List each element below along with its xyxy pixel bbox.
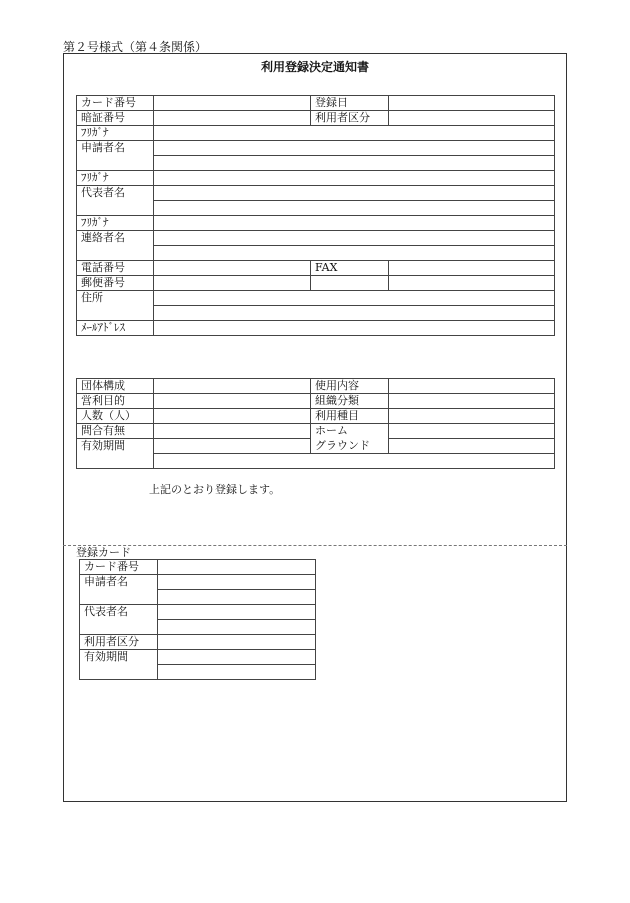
table-row — [80, 560, 316, 575]
home-ground-label-1: ホーム — [311, 424, 389, 439]
representative-name-label: 代表者名 — [80, 605, 158, 635]
applicant-name-field-2 — [158, 590, 316, 605]
fax-field — [389, 261, 555, 276]
user-category-field — [158, 635, 316, 650]
organization-category-field — [389, 394, 555, 409]
headcount-label: 人数（人） — [77, 409, 154, 424]
contact-furigana-label: ﾌﾘｶﾞﾅ — [77, 216, 154, 231]
commercial-purpose-label: 営利目的 — [77, 394, 154, 409]
user-category-field — [389, 111, 555, 126]
postal-code-label: 郵便番号 — [77, 276, 154, 291]
table-row — [80, 575, 316, 590]
table-row — [77, 186, 555, 201]
contact-furigana-field — [154, 216, 555, 231]
postal-code-spacer — [311, 276, 389, 291]
table-row — [77, 321, 555, 336]
table-row — [77, 424, 555, 439]
phone-field — [154, 261, 311, 276]
table-row — [77, 276, 555, 291]
table-row — [77, 111, 555, 126]
card-number-field — [154, 96, 311, 111]
address-field-2 — [154, 306, 555, 321]
email-field — [154, 321, 555, 336]
usage-type-field — [389, 409, 555, 424]
address-field — [154, 291, 555, 306]
phone-label: 電話番号 — [77, 261, 154, 276]
postal-code-field-2 — [389, 276, 555, 291]
registration-card-table — [79, 559, 316, 680]
applicant-name-field-2 — [154, 156, 555, 171]
applicant-name-label: 申請者名 — [80, 575, 158, 605]
registration-date-label: 登録日 — [311, 96, 389, 111]
table-row — [77, 171, 555, 186]
validity-period-field-2 — [158, 665, 316, 680]
applicant-furigana-field — [154, 126, 555, 141]
representative-name-field-2 — [154, 201, 555, 216]
inquiry-label: 問合有無 — [77, 424, 154, 439]
cut-line — [63, 545, 567, 546]
applicant-name-field — [154, 141, 555, 156]
applicant-name-label: 申請者名 — [77, 141, 154, 171]
table-row — [77, 379, 555, 394]
confirmation-text: 上記のとおり登録します。 — [149, 483, 281, 496]
table-row — [77, 141, 555, 156]
usage-type-label: 利用種目 — [311, 409, 389, 424]
table-row — [77, 394, 555, 409]
registration-date-field — [389, 96, 555, 111]
contact-name-field — [154, 231, 555, 246]
fax-label: FAX — [311, 261, 389, 276]
representative-name-field — [154, 186, 555, 201]
representative-furigana-field — [154, 171, 555, 186]
table-row — [77, 409, 555, 424]
address-label: 住所 — [77, 291, 154, 321]
representative-furigana-label: ﾌﾘｶﾞﾅ — [77, 171, 154, 186]
home-ground-field — [389, 424, 555, 439]
validity-period-label: 有効期間 — [80, 650, 158, 680]
validity-period-field — [154, 439, 311, 454]
table-row — [77, 439, 555, 454]
representative-name-field-2 — [158, 620, 316, 635]
table-row — [80, 605, 316, 620]
contact-name-field-2 — [154, 246, 555, 261]
home-ground-field-2 — [389, 439, 555, 454]
applicant-table — [76, 95, 555, 336]
table-row — [77, 126, 555, 141]
validity-period-field — [158, 650, 316, 665]
table-row — [77, 96, 555, 111]
inquiry-field — [154, 424, 311, 439]
validity-period-field-2 — [154, 454, 555, 469]
form-number: 第２号様式（第４条関係） — [63, 40, 208, 54]
representative-name-label: 代表者名 — [77, 186, 154, 216]
user-category-label: 利用者区分 — [311, 111, 389, 126]
usage-content-label: 使用内容 — [311, 379, 389, 394]
pin-number-label: 暗証番号 — [77, 111, 154, 126]
contact-name-label: 連絡者名 — [77, 231, 154, 261]
applicant-furigana-label: ﾌﾘｶﾞﾅ — [77, 126, 154, 141]
validity-period-label: 有効期間 — [77, 439, 154, 469]
table-row — [77, 231, 555, 246]
table-row — [77, 291, 555, 306]
organization-category-label: 組織分類 — [311, 394, 389, 409]
applicant-name-field — [158, 575, 316, 590]
registration-card-title: 登録カード — [76, 546, 131, 559]
group-composition-label: 団体構成 — [77, 379, 154, 394]
group-composition-field — [154, 379, 311, 394]
group-table — [76, 378, 555, 469]
table-row — [77, 261, 555, 276]
table-row — [80, 635, 316, 650]
pin-number-field — [154, 111, 311, 126]
card-number-label: カード番号 — [77, 96, 154, 111]
user-category-label: 利用者区分 — [80, 635, 158, 650]
representative-name-field — [158, 605, 316, 620]
commercial-purpose-field — [154, 394, 311, 409]
headcount-field — [154, 409, 311, 424]
card-number-label: カード番号 — [80, 560, 158, 575]
postal-code-field — [154, 276, 311, 291]
usage-content-field — [389, 379, 555, 394]
table-row — [77, 216, 555, 231]
email-label: ﾒｰﾙｱﾄﾞﾚｽ — [77, 321, 154, 336]
table-row — [80, 650, 316, 665]
card-number-field — [158, 560, 316, 575]
home-ground-label-2: グラウンド — [311, 439, 389, 454]
document-title: 利用登録決定通知書 — [260, 60, 369, 74]
